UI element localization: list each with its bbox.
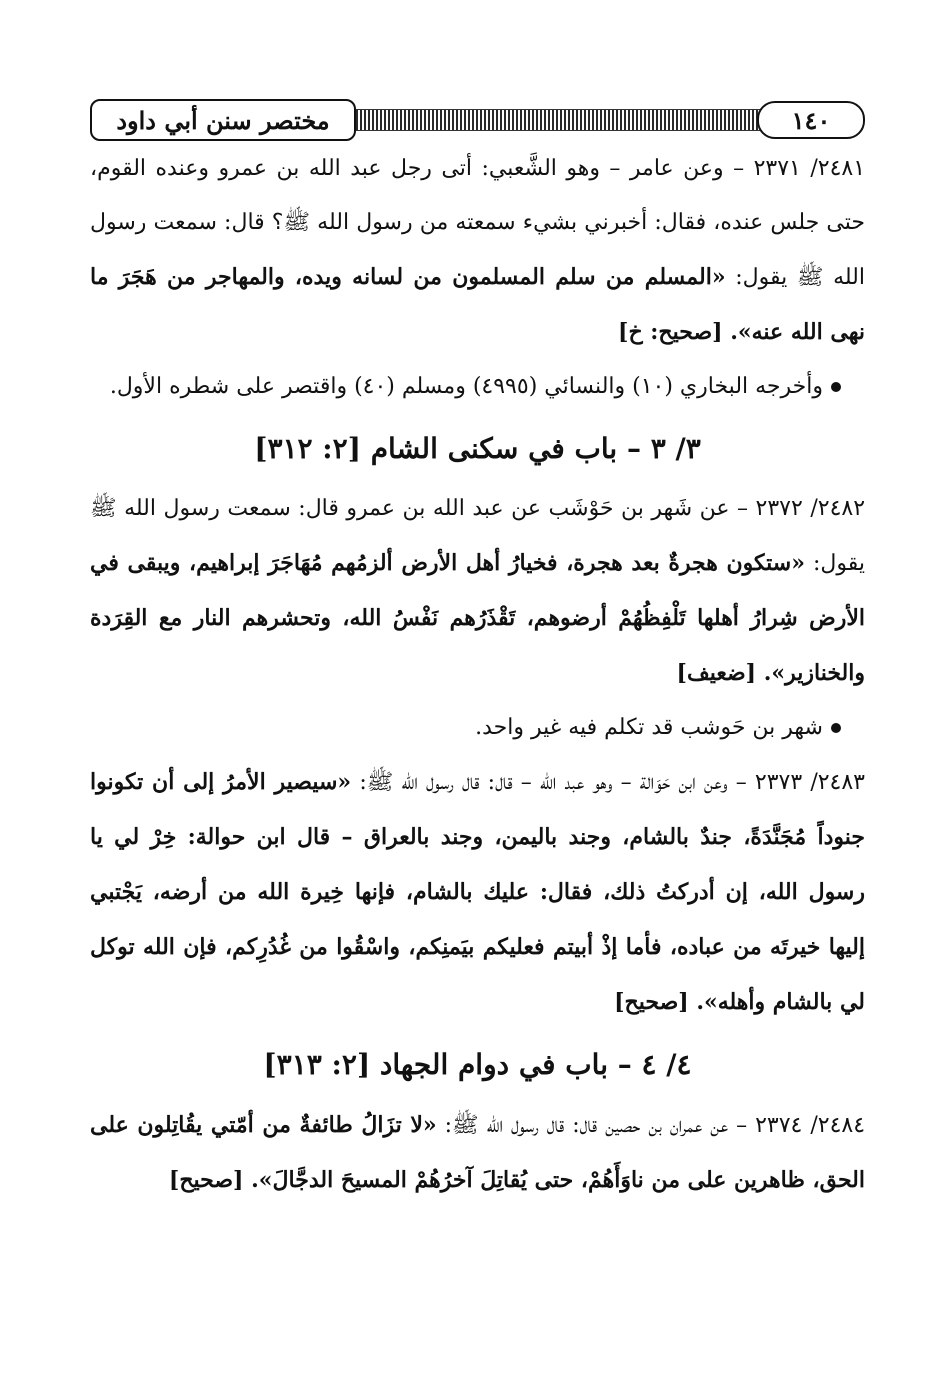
chapter-heading-3: ٣/ ٣ – باب في سكنى الشام [٢: ٣١٢]	[254, 432, 701, 465]
hadith-2483	[90, 755, 865, 1030]
hadith-2484	[90, 1098, 865, 1208]
hadith-2482-note-text: شهر بن حَوشب قد تكلم فيه غير واحد.	[475, 715, 823, 740]
hadith-2482-note	[90, 701, 865, 755]
bullet-icon	[831, 723, 841, 733]
hadith-2481-note-text: وأخرجه البخاري (١٠) والنسائي (٤٩٩٥) ومسلم (٤٠) واقتصر على شطره الأول.	[109, 374, 823, 399]
hadith-2482	[90, 482, 865, 701]
hadith-2482-lead: ٢٤٨٢/ ٢٣٧٢ – عن شَهر بن حَوْشَب عن عبد الله بن عمرو قال: سمعت رسول الله ﷺ يقول:	[90, 496, 866, 576]
chapter-heading-4: ٤/ ٤ – باب في دوام الجهاد [٢: ٣١٣]	[263, 1048, 692, 1081]
hadith-2483-lead: ٢٤٨٣/ ٢٣٧٣ – وعن ابن حَوَالة – وهو عبد الله – قال: قال رسول الله ﷺ:	[351, 770, 865, 795]
header-hatch-bar	[352, 109, 761, 131]
page-header	[90, 97, 865, 141]
bullet-icon	[831, 382, 841, 392]
hadith-2481-note	[90, 360, 865, 414]
hadith-2484-lead: ٢٤٨٤/ ٢٣٧٤ – عن عمران بن حصين قال: قال رسول الله ﷺ:	[436, 1113, 866, 1138]
book-title: مختصر سنن أبي داود	[90, 99, 356, 141]
hadith-2482-text: «ستكون هجرةٌ بعد هجرة، فخيارُ أهل الأرض ألزمُهم مُهَاجَرَ إبراهيم، ويبقى في الأرض شِرارُ أهلها تَلْفِظُهُمْ أرضوهم، تَقْذَرُهم نَفْسُ الله، وتحشرهم النار مع القِرَدة والخنازير». [ضعيف]	[90, 550, 865, 686]
hadith-2484-text: «لا تزَالُ طائفةٌ من أمّتي يقُاتِلون على الحق، ظاهرين على من ناوَأَهُمْ، حتى يُقاتِلَ آخرُهُمْ المسيحَ الدجَّالَ». [صحيح]	[90, 1112, 865, 1193]
hadith-2483-text: «سيصير الأمرُ إلى أن تكونوا جنوداً مُجَنَّدَةً، جندٌ بالشام، وجند باليمن، وجند بالعراق – قال ابن حوالة: خِرْ لي يا رسول الله، إن أدركتُ ذلك، فقال: عليك بالشام، فإنها خِيرة الله من أرضه، يَجْتبي إليها خيرتَه من عباده، فأما إذْ أبيتم فعليكم بيَمنِكم، واسْقُوا من غُدُرِكم، فإن الله توكل لي بالشام وأهله». [صحيح]	[90, 769, 865, 1015]
page-content	[90, 142, 865, 1208]
hadith-2481	[90, 142, 865, 360]
hadith-2481-lead: ٢٤٨١/ ٢٣٧١ – وعن عامر – وهو الشَّعبي: أتى رجل عبد الله بن عمرو وعنده القوم، حتى جلس عنده، فقال: أخبرني بشيء سمعته من رسول الله ﷺ؟ قال: سمعت رسول الله ﷺ يقول:	[90, 156, 866, 290]
page-number: ١٤٠	[757, 101, 865, 139]
hadith-2481-text: «المسلم من سلم المسلمون من لسانه ويده، والمهاجر من هَجَرَ ما نهى الله عنه». [صحيح: خ]	[90, 264, 865, 345]
